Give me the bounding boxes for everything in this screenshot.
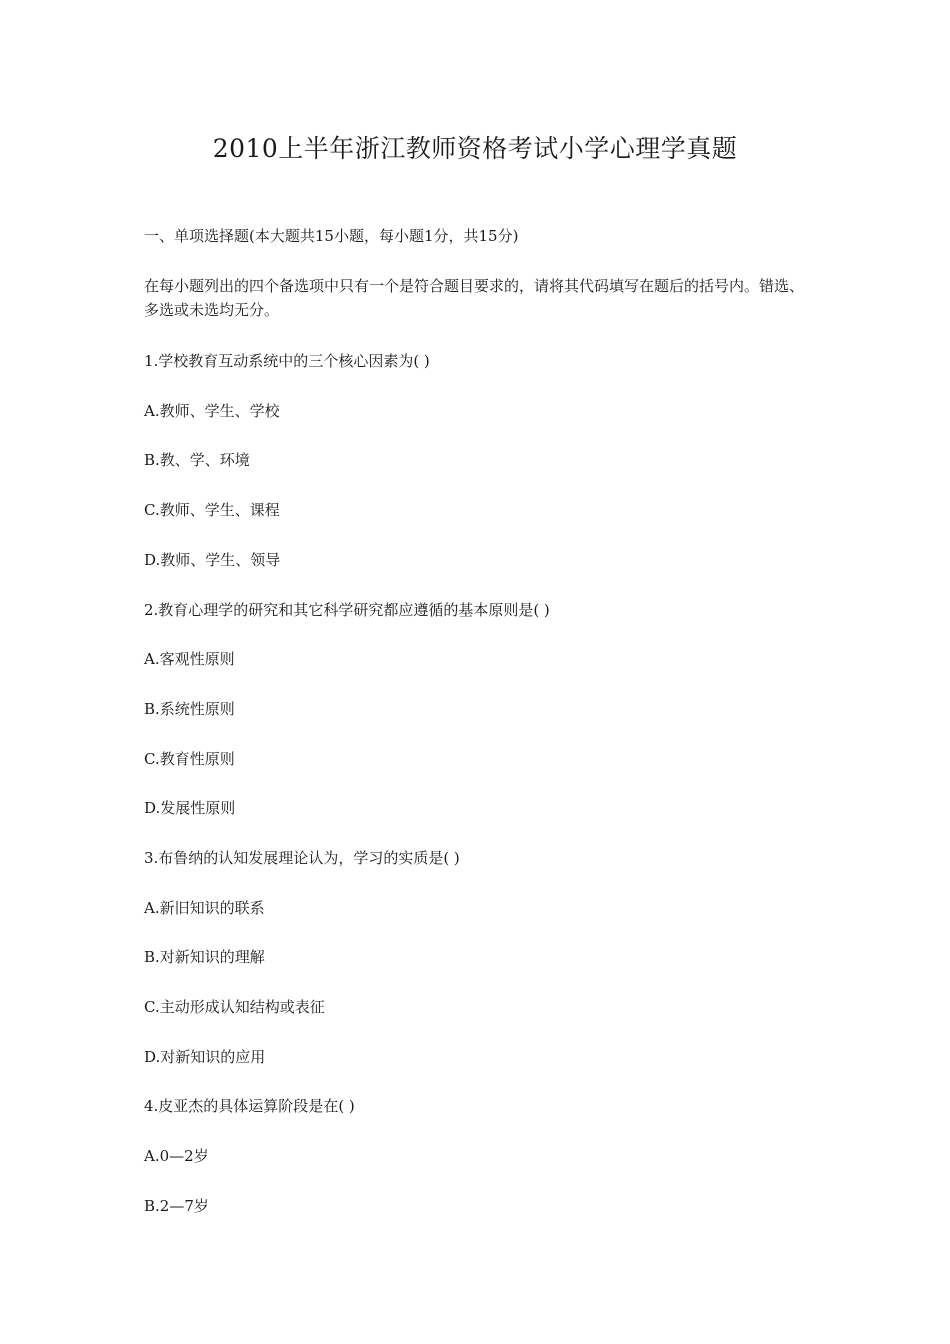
option-item: B.2—7岁 (144, 1197, 209, 1215)
option-item: A.客观性原则 (144, 650, 235, 668)
option-item: A.教师、学生、学校 (144, 402, 280, 420)
option-item: A.0—2岁 (144, 1147, 209, 1165)
question-stem: 3.布鲁纳的认知发展理论认为，学习的实质是( ) (144, 849, 460, 867)
option-item: D.教师、学生、领导 (144, 551, 281, 569)
option-item: A.新旧知识的联系 (144, 899, 265, 917)
option-item: C.教育性原则 (144, 750, 235, 768)
question-stem: 2.教育心理学的研究和其它科学研究都应遵循的基本原则是( ) (144, 601, 550, 619)
option-item: D.发展性原则 (144, 799, 236, 817)
section-heading: 一、单项选择题(本大题共15小题，每小题1分，共15分) (144, 227, 519, 245)
question-stem: 4.皮亚杰的具体运算阶段是在( ) (144, 1097, 355, 1115)
option-item: B.系统性原则 (144, 700, 235, 718)
page-title: 2010上半年浙江教师资格考试小学心理学真题 (212, 134, 738, 163)
instructions: 在每小题列出的四个备选项中只有一个是符合题目要求的，请将其代码填写在题后的括号内。错选、多选或未选均无分。 (144, 277, 805, 319)
option-item: D.对新知识的应用 (144, 1048, 266, 1066)
option-item: B.对新知识的理解 (144, 948, 265, 966)
option-item: C.主动形成认知结构或表征 (144, 998, 325, 1016)
option-item: B.教、学、环境 (144, 451, 250, 469)
question-stem: 1.学校教育互动系统中的三个核心因素为( ) (144, 352, 430, 370)
option-item: C.教师、学生、课程 (144, 501, 280, 519)
